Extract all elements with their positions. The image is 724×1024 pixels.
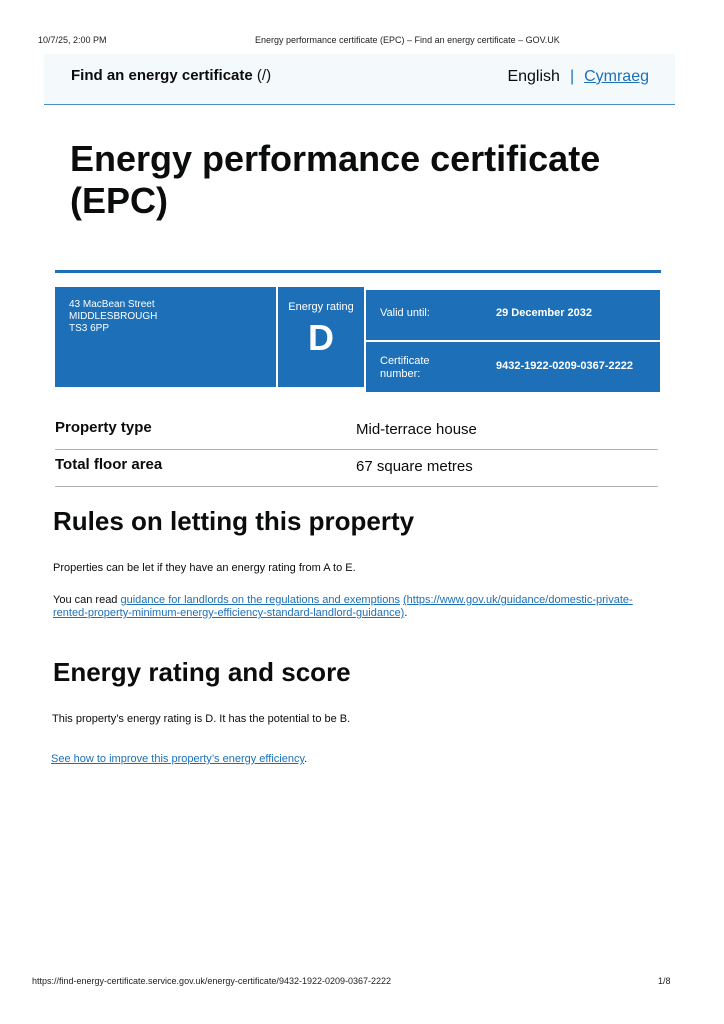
property-type-value: Mid-terrace house <box>356 421 477 438</box>
improve-efficiency-link[interactable]: See how to improve this property’s energy efficiency <box>51 753 305 765</box>
guidance-url-line-1: (https://www.gov.uk/guidance/domestic-private- <box>403 594 633 606</box>
address-block <box>55 287 276 387</box>
energy-rating-label: Energy rating <box>288 301 354 313</box>
address-line-3: TS3 6PP <box>69 323 110 334</box>
property-type-label: Property type <box>55 419 152 436</box>
print-page-number: 1/8 <box>658 976 671 986</box>
floor-area-value: 67 square metres <box>356 458 473 475</box>
language-cymraeg-link[interactable]: Cymraeg <box>584 68 649 85</box>
guidance-prefix: You can read <box>53 594 121 606</box>
language-current: English <box>507 68 560 85</box>
language-separator: | <box>569 68 575 85</box>
row-divider <box>55 486 658 487</box>
address-line-2: MIDDLESBROUGH <box>69 311 158 322</box>
certificate-number-value: 9432-1922-0209-0367-2222 <box>496 360 634 372</box>
language-switcher <box>507 68 649 86</box>
energy-rating-block <box>278 287 364 387</box>
letting-heading: Rules on letting this property <box>53 506 415 536</box>
guidance-url-line-2: rented-property-minimum-energy-efficiency-standard-landlord-guidance) <box>53 607 405 619</box>
valid-until-label: Valid until: <box>380 307 430 319</box>
certificate-number-label <box>380 355 430 381</box>
energy-rating-letter: D <box>308 317 334 358</box>
certificate-label-line-2: number: <box>380 368 421 380</box>
service-name-text: Find an energy certificate <box>71 67 253 84</box>
valid-until-block <box>366 290 660 340</box>
floor-area-label: Total floor area <box>55 456 163 473</box>
service-name-link[interactable] <box>71 67 271 84</box>
epc-summary <box>55 287 660 391</box>
address-line-1: 43 MacBean Street <box>69 299 155 310</box>
print-url: https://find-energy-certificate.service.gov.uk/energy-certificate/9432-1922-0209-0367-2222 <box>32 976 392 986</box>
valid-until-value: 29 December 2032 <box>496 307 593 319</box>
row-divider <box>55 449 658 450</box>
improve-paragraph <box>51 753 307 766</box>
service-header <box>44 54 675 105</box>
title-divider <box>55 270 661 273</box>
certificate-number-block <box>366 342 660 392</box>
guidance-suffix: . <box>404 607 408 619</box>
rating-score-heading: Energy rating and score <box>53 657 351 687</box>
print-page-title: Energy performance certificate (EPC) – Find an energy certificate – GOV.UK <box>255 35 560 45</box>
certificate-label-line-1: Certificate <box>380 355 430 367</box>
letting-paragraph: Properties can be let if they have an energy rating from A to E. <box>53 562 356 574</box>
guidance-paragraph <box>53 594 643 620</box>
rating-paragraph: This property’s energy rating is D. It has the potential to be B. <box>52 713 351 725</box>
improve-suffix: . <box>304 753 308 765</box>
page-title: Energy performance certificate (EPC) <box>70 138 601 221</box>
print-datetime: 10/7/25, 2:00 PM <box>38 35 107 45</box>
service-root-path: (/) <box>256 67 272 84</box>
guidance-link[interactable]: guidance for landlords on the regulations and exemptions <box>120 594 400 606</box>
